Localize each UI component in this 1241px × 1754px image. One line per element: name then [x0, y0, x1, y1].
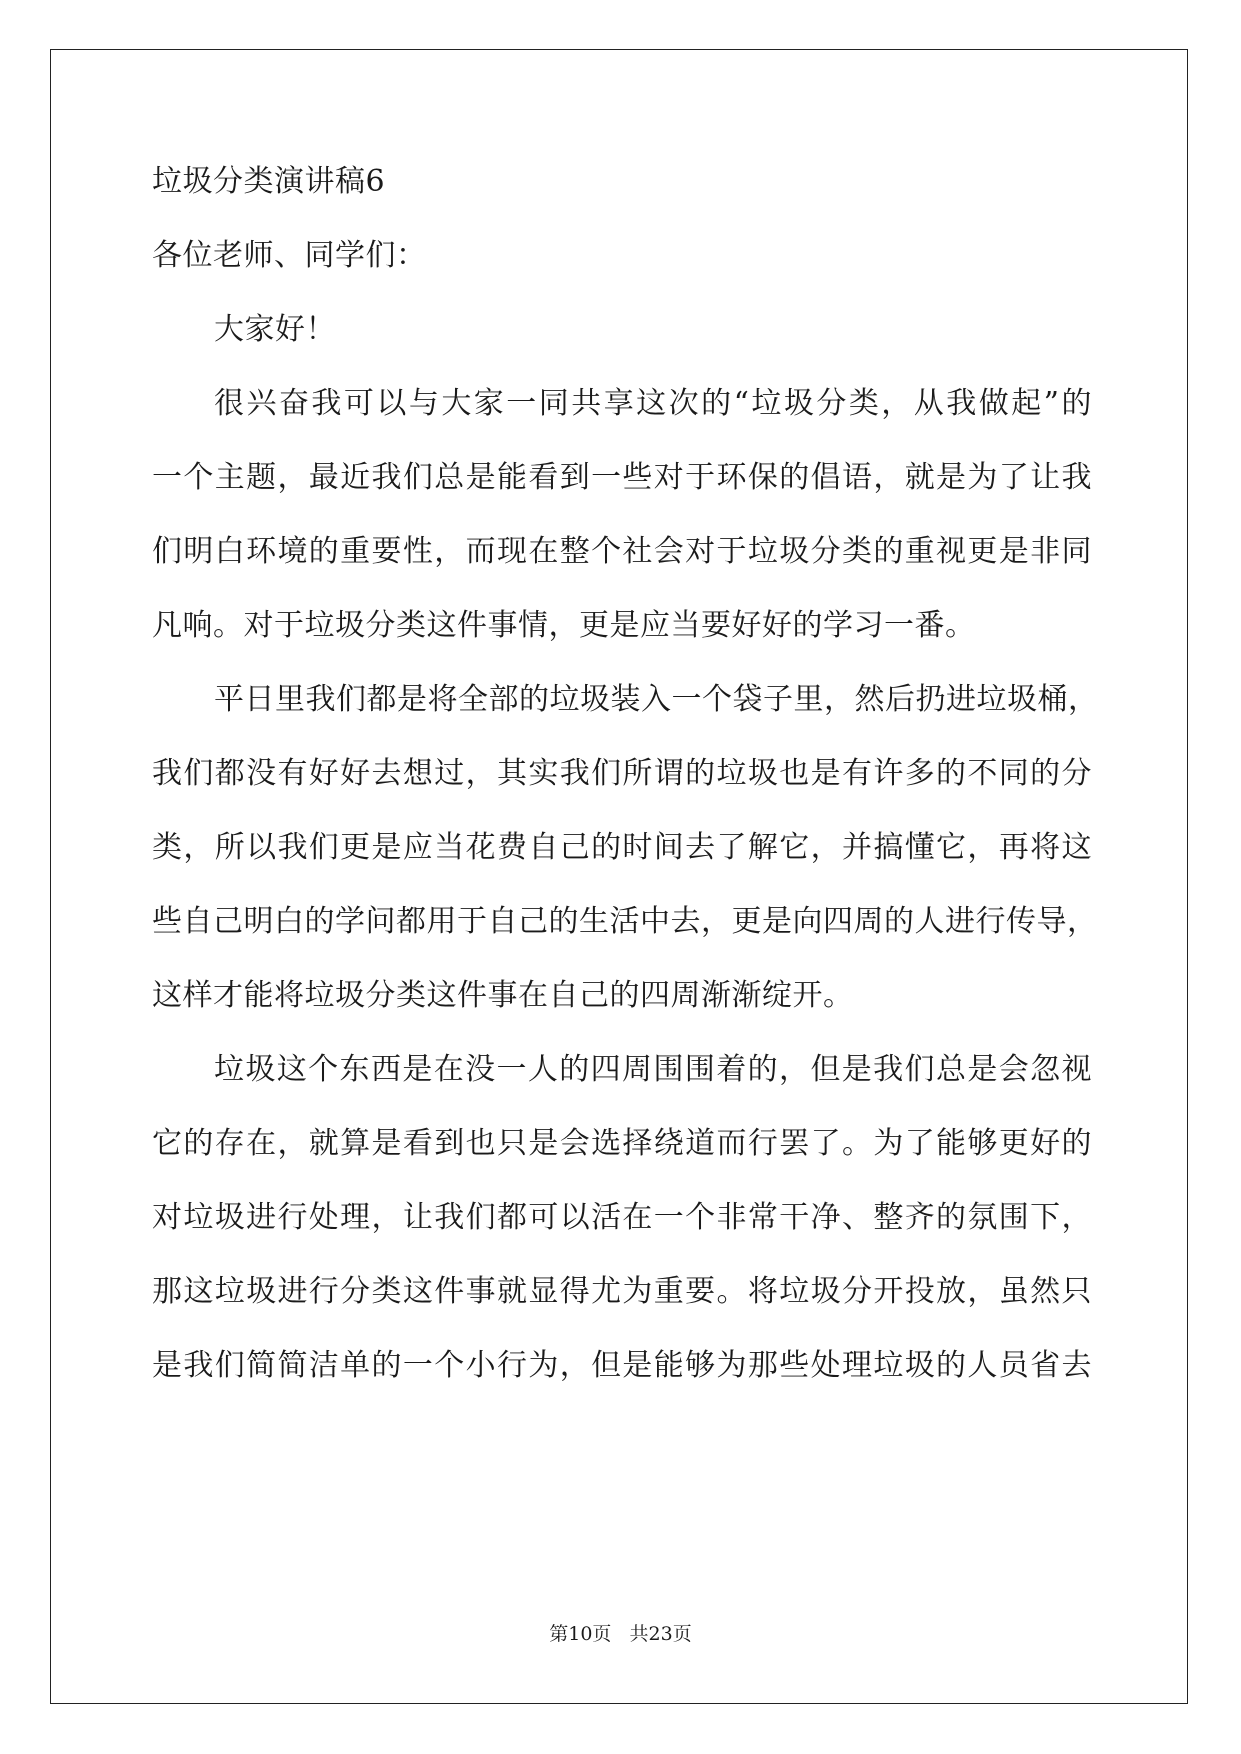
page-border	[50, 49, 1188, 1704]
paragraph-line: 垃圾这个东西是在没一人的四周围围着的，但是我们总是会忽视	[214, 1052, 1092, 1087]
paragraph-line: 那这垃圾进行分类这件事就显得尤为重要。将垃圾分开投放，虽然只	[152, 1274, 1092, 1309]
greeting: 大家好！	[214, 312, 336, 347]
paragraph-line: 是我们简简洁单的一个小行为，但是能够为那些处理垃圾的人员省去	[152, 1348, 1092, 1383]
paragraph-line: 很兴奋我可以与大家一同共享这次的“垃圾分类，从我做起”的	[214, 386, 1092, 421]
paragraph-line: 凡响。对于垃圾分类这件事情，更是应当要好好的学习一番。	[152, 608, 976, 643]
paragraph-line: 我们都没有好好去想过，其实我们所谓的垃圾也是有许多的不同的分	[152, 756, 1092, 791]
page-number-footer: 第10页 共23页	[549, 1623, 692, 1645]
salutation: 各位老师、同学们：	[152, 238, 427, 273]
paragraph-line: 们明白环境的重要性，而现在整个社会对于垃圾分类的重视更是非同	[152, 534, 1092, 569]
paragraph-line: 一个主题，最近我们总是能看到一些对于环保的倡语，就是为了让我	[152, 460, 1092, 495]
paragraph-line: 这样才能将垃圾分类这件事在自己的四周渐渐绽开。	[152, 978, 854, 1013]
paragraph-line: 些自己明白的学问都用于自己的生活中去，更是向四周的人进行传导，	[152, 904, 1098, 939]
document-title: 垃圾分类演讲稿6	[152, 164, 386, 199]
paragraph-line: 平日里我们都是将全部的垃圾装入一个袋子里，然后扔进垃圾桶，	[214, 682, 1099, 717]
paragraph-line: 类，所以我们更是应当花费自己的时间去了解它，并搞懂它，再将这	[152, 830, 1092, 865]
paragraph-line: 它的存在，就算是看到也只是会选择绕道而行罢了。为了能够更好的	[152, 1126, 1092, 1161]
paragraph-line: 对垃圾进行处理，让我们都可以活在一个非常干净、整齐的氛围下，	[152, 1200, 1092, 1235]
